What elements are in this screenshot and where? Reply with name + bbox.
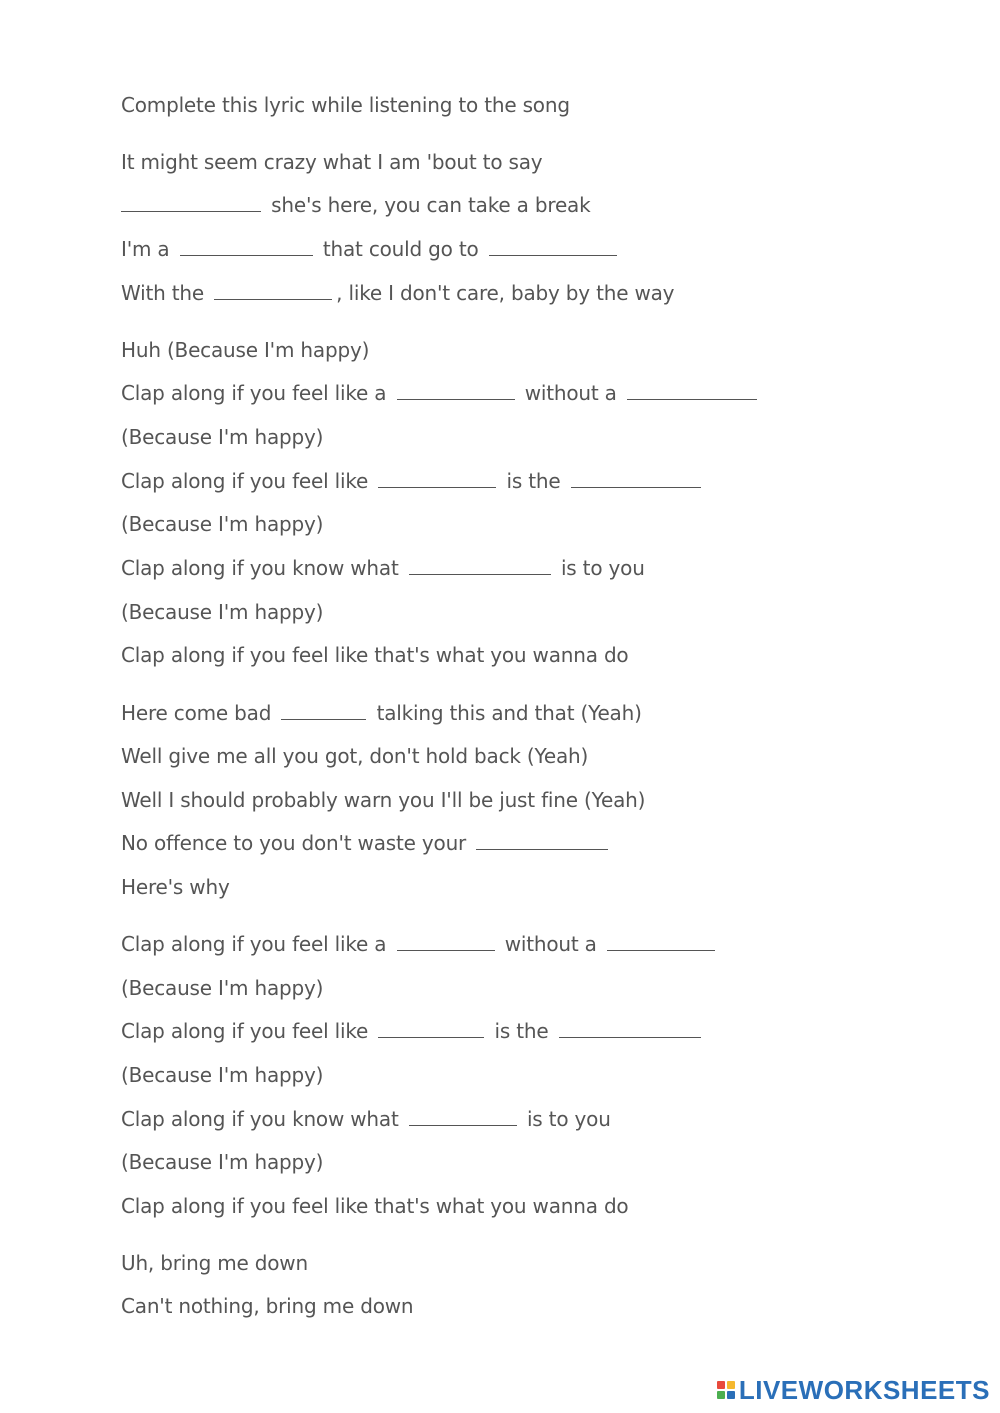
answer-blank[interactable] — [607, 930, 715, 951]
lyric-line: (Because I'm happy) — [121, 425, 324, 449]
answer-blank[interactable] — [378, 467, 496, 488]
lyric-line: (Because I'm happy) — [121, 512, 324, 536]
answer-blank[interactable] — [489, 235, 617, 256]
lyric-line: No offence to you don't waste your — [121, 829, 612, 857]
answer-blank[interactable] — [121, 191, 261, 212]
answer-blank[interactable] — [378, 1017, 484, 1038]
logo-tile — [717, 1391, 725, 1399]
answer-blank[interactable] — [180, 235, 313, 256]
lyric-line: (Because I'm happy) — [121, 1150, 324, 1174]
logo-tile — [727, 1381, 735, 1389]
lyric-line: Here's why — [121, 875, 230, 899]
logo-text: LIVEWORKSHEETS — [738, 1374, 990, 1405]
liveworksheets-logo — [717, 1373, 990, 1407]
answer-blank[interactable] — [397, 379, 515, 400]
lyric-line: Clap along if you feel like is the — [121, 1017, 705, 1045]
lyric-line: (Because I'm happy) — [121, 1063, 324, 1087]
lyric-line: Here come bad talking this and that (Yeah) — [121, 701, 642, 725]
lyric-line: Well give me all you got, don't hold back (Yeah) — [121, 744, 589, 768]
lyric-line: Uh, bring me down — [121, 1251, 308, 1275]
answer-blank[interactable] — [409, 554, 551, 575]
answer-blank[interactable] — [214, 279, 332, 300]
lyric-line: Clap along if you know what is to you — [121, 556, 645, 580]
answer-blank[interactable] — [476, 829, 608, 850]
lyric-line: Clap along if you feel like that's what you wanna do — [121, 1194, 629, 1218]
lyric-line: Clap along if you feel like that's what you wanna do — [121, 643, 629, 667]
logo-tile — [717, 1381, 725, 1389]
lyric-line: (Because I'm happy) — [121, 976, 324, 1000]
instruction-text: Complete this lyric while listening to the song — [121, 93, 570, 117]
lyric-line: she's here, you can take a break — [121, 191, 591, 219]
lyric-line: Huh (Because I'm happy) — [121, 338, 370, 362]
answer-blank[interactable] — [571, 467, 701, 488]
lyric-line: Clap along if you feel like a without a — [121, 930, 719, 958]
lyric-line: Well I should probably warn you I'll be just fine (Yeah) — [121, 788, 646, 812]
lyric-line: I'm a that could go to — [121, 235, 621, 263]
lyric-line: Clap along if you feel like a without a — [121, 379, 761, 407]
answer-blank[interactable] — [397, 930, 495, 951]
lyric-line: (Because I'm happy) — [121, 600, 324, 624]
lyric-line: Clap along if you know what is to you — [121, 1107, 611, 1131]
logo-tile — [727, 1391, 735, 1399]
lyric-line: Can't nothing, bring me down — [121, 1294, 414, 1318]
lyric-line: With the , like I don't care, baby by the way — [121, 281, 675, 305]
lyric-line: Clap along if you feel like is the — [121, 467, 705, 495]
answer-blank[interactable] — [281, 699, 366, 720]
answer-blank[interactable] — [627, 379, 757, 400]
answer-blank[interactable] — [559, 1017, 701, 1038]
answer-blank[interactable] — [409, 1105, 517, 1126]
logo-mark-icon — [717, 1381, 735, 1399]
lyric-line: It might seem crazy what I am 'bout to say — [121, 150, 543, 174]
